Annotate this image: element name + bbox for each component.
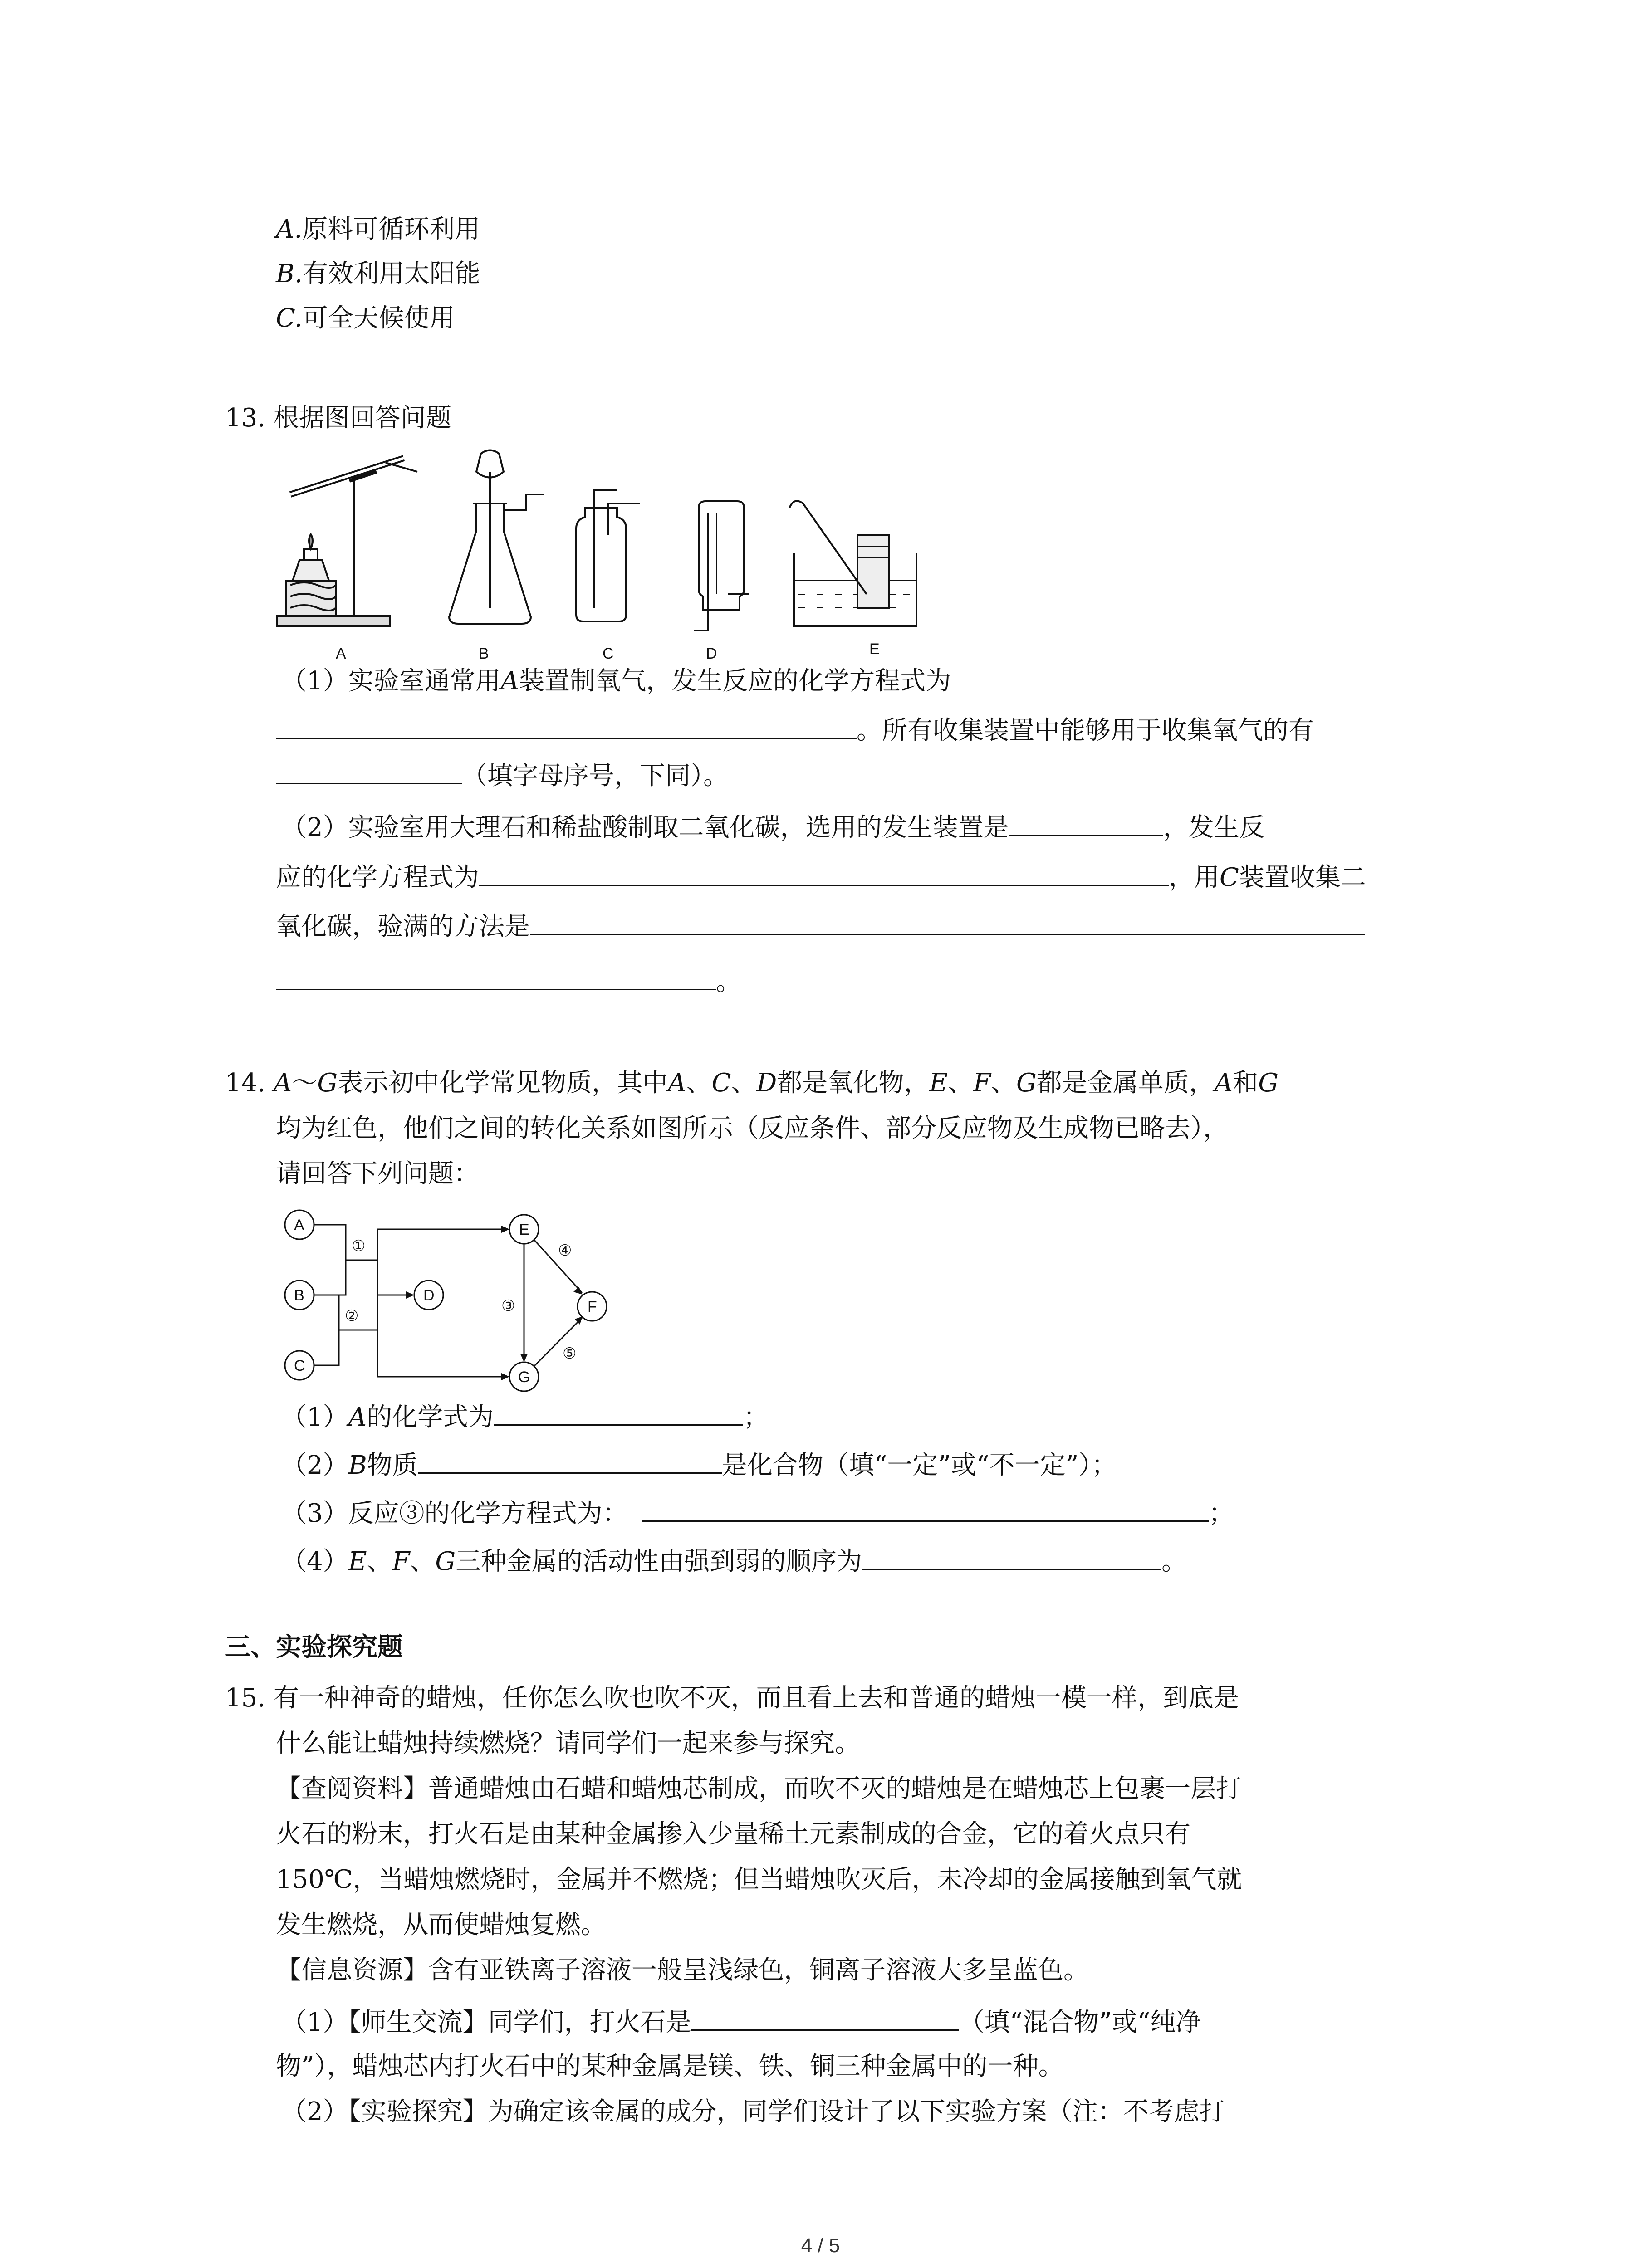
q13-part2-line4: 。: [276, 966, 741, 997]
option-c: C.可全天候使用: [276, 303, 455, 333]
q15-line1: 15. 有一种神奇的蜡烛，任你怎么吹也吹不灭，而且看上去和普通的蜡烛一模一样，到底是: [225, 1683, 1239, 1713]
page-number: 4 / 5: [801, 2234, 840, 2257]
question-13-heading: 13. 根据图回答问题: [225, 403, 451, 433]
node-d-label: D: [423, 1287, 435, 1304]
q14-sub4: （4）E、F、G三种金属的活动性由强到弱的顺序为 。: [281, 1547, 1187, 1576]
label-d: D: [706, 645, 717, 662]
label-c: C: [603, 645, 614, 662]
q15-line7: 【信息资源】含有亚铁离子溶液一般呈浅绿色，铜离子溶液大多呈蓝色。: [276, 1955, 1089, 1985]
q14-line1: 14. A～G表示初中化学常见物质，其中A、C、D都是氧化物，E、F、G都是金属单质，A和G: [225, 1068, 1279, 1098]
node-a-label: A: [294, 1217, 304, 1234]
answer-blank[interactable]: [530, 911, 1365, 935]
q15-line3: 【查阅资料】普通蜡烛由石蜡和蜡烛芯制成，而吹不灭的蜡烛是在蜡烛芯上包裹一层打: [276, 1774, 1241, 1804]
reaction-3-label: ③: [501, 1297, 515, 1315]
answer-blank[interactable]: [276, 760, 462, 784]
q13-part2-line3: 氧化碳，验满的方法是: [276, 911, 1365, 941]
answer-blank[interactable]: [642, 1498, 1209, 1522]
label-e: E: [869, 640, 880, 658]
apparatus-b-flask: [449, 450, 544, 624]
option-b: B.有效利用太阳能: [276, 259, 480, 288]
q14-sub3: （3）反应③的化学方程式为： ；: [281, 1499, 1234, 1528]
q15-line9: 物”），蜡烛芯内打火石中的某种金属是镁、铁、铜三种金属中的一种。: [276, 2052, 1064, 2081]
answer-blank[interactable]: [1009, 812, 1163, 836]
apparatus-e-trough: [789, 501, 916, 626]
node-c-label: C: [294, 1357, 305, 1374]
answer-blank[interactable]: [276, 966, 716, 990]
answer-blank[interactable]: [276, 715, 857, 739]
q13-part2-line1: （2）实验室用大理石和稀盐酸制取二氧化碳，选用的发生装置是 ，发生反: [281, 813, 1265, 842]
reaction-4-label: ④: [558, 1242, 572, 1259]
reaction-1-label: ①: [352, 1237, 366, 1255]
lab-apparatus-figure: [272, 445, 953, 667]
node-g-label: G: [518, 1369, 530, 1386]
reaction-5-label: ⑤: [563, 1345, 577, 1362]
node-f-label: F: [588, 1298, 597, 1315]
node-e-label: E: [519, 1221, 529, 1238]
q13-part1-line2: 。所有收集装置中能够用于收集氧气的有: [276, 715, 1314, 745]
q15-line6: 发生燃烧，从而使蜡烛复燃。: [276, 1910, 606, 1940]
q15-line4: 火石的粉末，打火石是由某种金属掺入少量稀土元素制成的合金，它的着火点只有: [276, 1819, 1190, 1849]
q15-line10: （2）【实验探究】为确定该金属的成分，同学们设计了以下实验方案（注：不考虑打: [281, 2097, 1225, 2126]
conversion-diagram: [272, 1202, 617, 1393]
label-a: A: [336, 645, 346, 662]
apparatus-c-bottle: [576, 490, 640, 621]
apparatus-d-bottle: [694, 501, 749, 631]
q14-line2: 均为红色，他们之间的转化关系如图所示（反应条件、部分反应物及生成物已略去），: [276, 1114, 1229, 1143]
label-b: B: [479, 645, 489, 662]
option-a: A.原料可循环利用: [276, 215, 480, 244]
answer-blank[interactable]: [418, 1450, 722, 1474]
q13-part2-line2: 应的化学方程式为 ，用C装置收集二: [276, 863, 1366, 892]
q13-part1-line3: （填字母序号，下同）。: [276, 760, 729, 791]
apparatus-a-heating-tube: [277, 458, 417, 626]
node-b-label: B: [294, 1287, 304, 1304]
q14-line3: 请回答下列问题：: [276, 1159, 479, 1188]
answer-blank[interactable]: [494, 1402, 743, 1426]
q13-part1-line1: （1）实验室通常用A装置制氧气，发生反应的化学方程式为: [281, 666, 951, 696]
q14-sub1: （1）A的化学式为 ；: [281, 1403, 769, 1432]
reaction-2-label: ②: [345, 1307, 359, 1325]
q15-line2: 什么能让蜡烛持续燃烧？请同学们一起来参与探究。: [276, 1729, 860, 1758]
section-title: 三、实验探究题: [225, 1633, 403, 1662]
q15-line8: （1）【师生交流】同学们，打火石是 （填“混合物”或“纯净: [281, 2008, 1201, 2037]
answer-blank[interactable]: [862, 1546, 1161, 1570]
answer-blank[interactable]: [691, 2007, 959, 2031]
q14-sub2: （2）B物质 是化合物（填“一定”或“不一定”）；: [281, 1451, 1117, 1480]
answer-blank[interactable]: [479, 862, 1169, 886]
q15-line5: 150℃，当蜡烛燃烧时，金属并不燃烧；但当蜡烛吹灭后，未冷却的金属接触到氧气就: [276, 1865, 1242, 1894]
